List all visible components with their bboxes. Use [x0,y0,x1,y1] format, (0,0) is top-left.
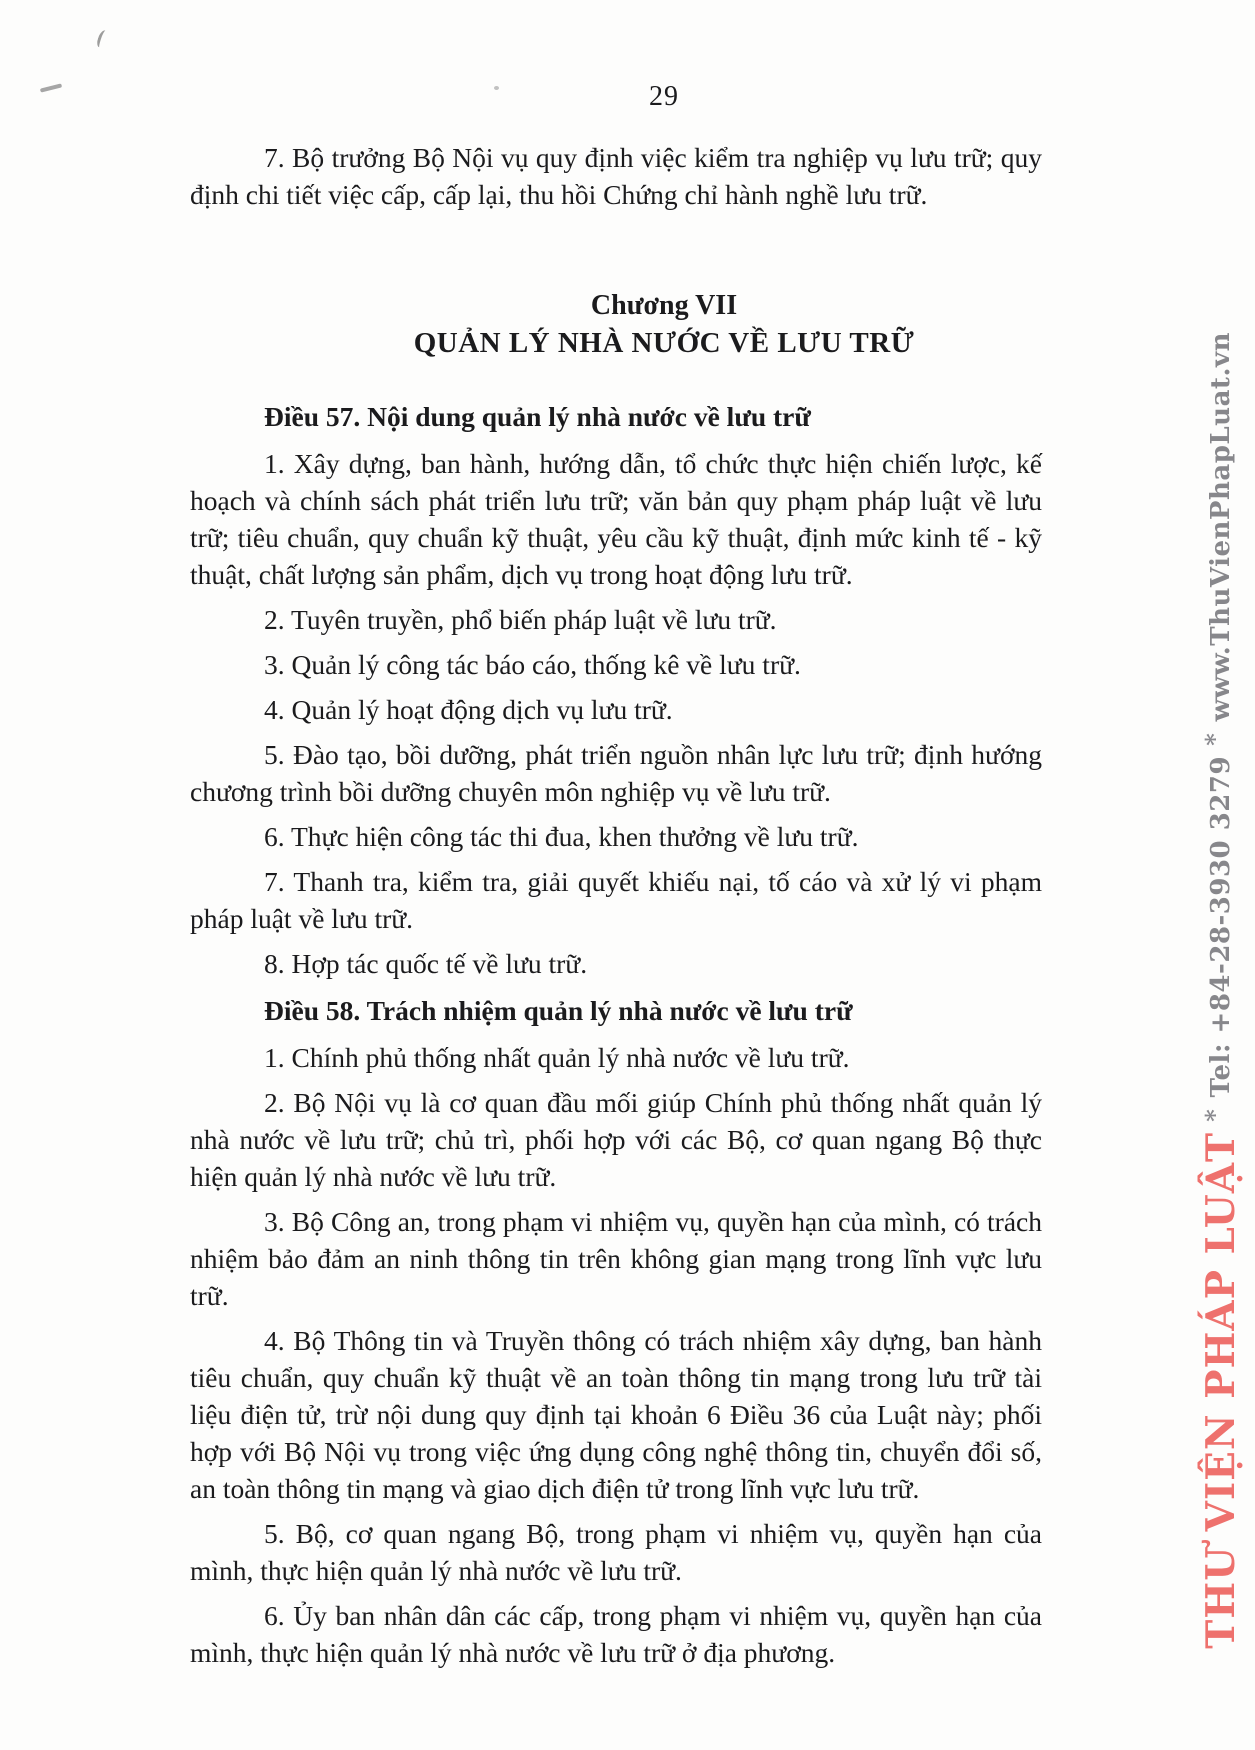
article-58-clause-2: 2. Bộ Nội vụ là cơ quan đầu mối giúp Chính phủ thống nhất quản lý nhà nước về lưu trữ; chủ trì, phối hợp với các Bộ, cơ quan ngang Bộ thực hiện quản lý nhà nước về lưu trữ. [190,1087,1042,1192]
watermark-telephone: Tel: +84-28-3930 3279 [1206,755,1236,1098]
scan-artifact-mark [95,29,109,49]
article-57-clause-1: 1. Xây dựng, ban hành, hướng dẫn, tổ chức thực hiện chiến lược, kế hoạch và chính sách phát triển lưu trữ; văn bản quy phạm pháp luật về lưu trữ; tiêu chuẩn, quy chuẩn kỹ thuật, yêu cầu kỹ thuật, định mức kinh tế - kỹ thuật, chất lượng sản phẩm, dịch vụ trong hoạt động lưu trữ. [190,448,1042,590]
article-57-clause-3: 3. Quản lý công tác báo cáo, thống kê về lưu trữ. [264,649,801,680]
article-58-clause-4: 4. Bộ Thông tin và Truyền thông có trách nhiệm xây dựng, ban hành tiêu chuẩn, quy chuẩn kỹ thuật về an toàn thông tin mạng trong lưu trữ tài liệu điện tử, trừ nội dung quy định tại khoản 6 Điều 36 của Luật này; phối hợp với Bộ Nội vụ trong việc ứng dụng công nghệ thông tin, chuyển đổi số, an toàn thông tin mạng và giao dịch điện tử trong lĩnh vực lưu trữ. [190,1325,1042,1504]
watermark-separator-icon: * [1200,1109,1229,1122]
chapter-label: Chương VII [590,290,738,321]
article-58-clause-6: 6. Ủy ban nhân dân các cấp, trong phạm vi nhiệm vụ, quyền hạn của mình, thực hiện quản lý nhà nước về lưu trữ ở địa phương. [190,1600,1042,1668]
watermark-separator-icon: * [1200,733,1229,746]
article-57-clause-7: 7. Thanh tra, kiểm tra, giải quyết khiếu nại, tố cáo và xử lý vi phạm pháp luật về lưu trữ. [190,866,1042,934]
article-57-clause-6: 6. Thực hiện công tác thi đua, khen thưởng về lưu trữ. [264,821,859,852]
document-body [190,139,1042,1679]
scan-artifact-mark [40,83,62,92]
scan-artifact-dot [494,86,499,90]
article-57-clause-4: 4. Quản lý hoạt động dịch vụ lưu trữ. [264,694,673,725]
article-58-heading: Điều 58. Trách nhiệm quản lý nhà nước về lưu trữ [264,995,853,1026]
page-number: 29 [649,81,679,112]
article-57-heading: Điều 57. Nội dung quản lý nhà nước về lưu trữ [264,401,811,432]
article-57-clause-2: 2. Tuyên truyền, phổ biến pháp luật về lưu trữ. [264,604,777,635]
chapter-heading [190,287,1042,362]
paragraph-clause-7-previous-article: 7. Bộ trưởng Bộ Nội vụ quy định việc kiểm tra nghiệp vụ lưu trữ; quy định chi tiết việc cấp, cấp lại, thu hồi Chứng chỉ hành nghề lưu trữ. [190,142,1042,210]
watermark-website: www.ThuVienPhapLuat.vn [1206,332,1236,722]
article-58-clause-5: 5. Bộ, cơ quan ngang Bộ, trong phạm vi nhiệm vụ, quyền hạn của mình, thực hiện quản lý nhà nước về lưu trữ. [190,1518,1042,1586]
article-58-clause-3: 3. Bộ Công an, trong phạm vi nhiệm vụ, quyền hạn của mình, có trách nhiệm bảo đảm an ninh thông tin trên không gian mạng trong lĩnh vực lưu trữ. [190,1206,1042,1311]
article-57-clause-5: 5. Đào tạo, bồi dưỡng, phát triển nguồn nhân lực lưu trữ; định hướng chương trình bồi dưỡng chuyên môn nghiệp vụ về lưu trữ. [190,739,1042,807]
chapter-title: QUẢN LÝ NHÀ NƯỚC VỀ LƯU TRỮ [413,327,915,359]
watermark-vertical [1189,332,1247,1649]
article-58-clause-1: 1. Chính phủ thống nhất quản lý nhà nước về lưu trữ. [264,1042,850,1073]
watermark-brand: THƯ VIỆN PHÁP LUẬT [1198,1131,1244,1649]
article-57-clause-8: 8. Hợp tác quốc tế về lưu trữ. [264,948,588,979]
